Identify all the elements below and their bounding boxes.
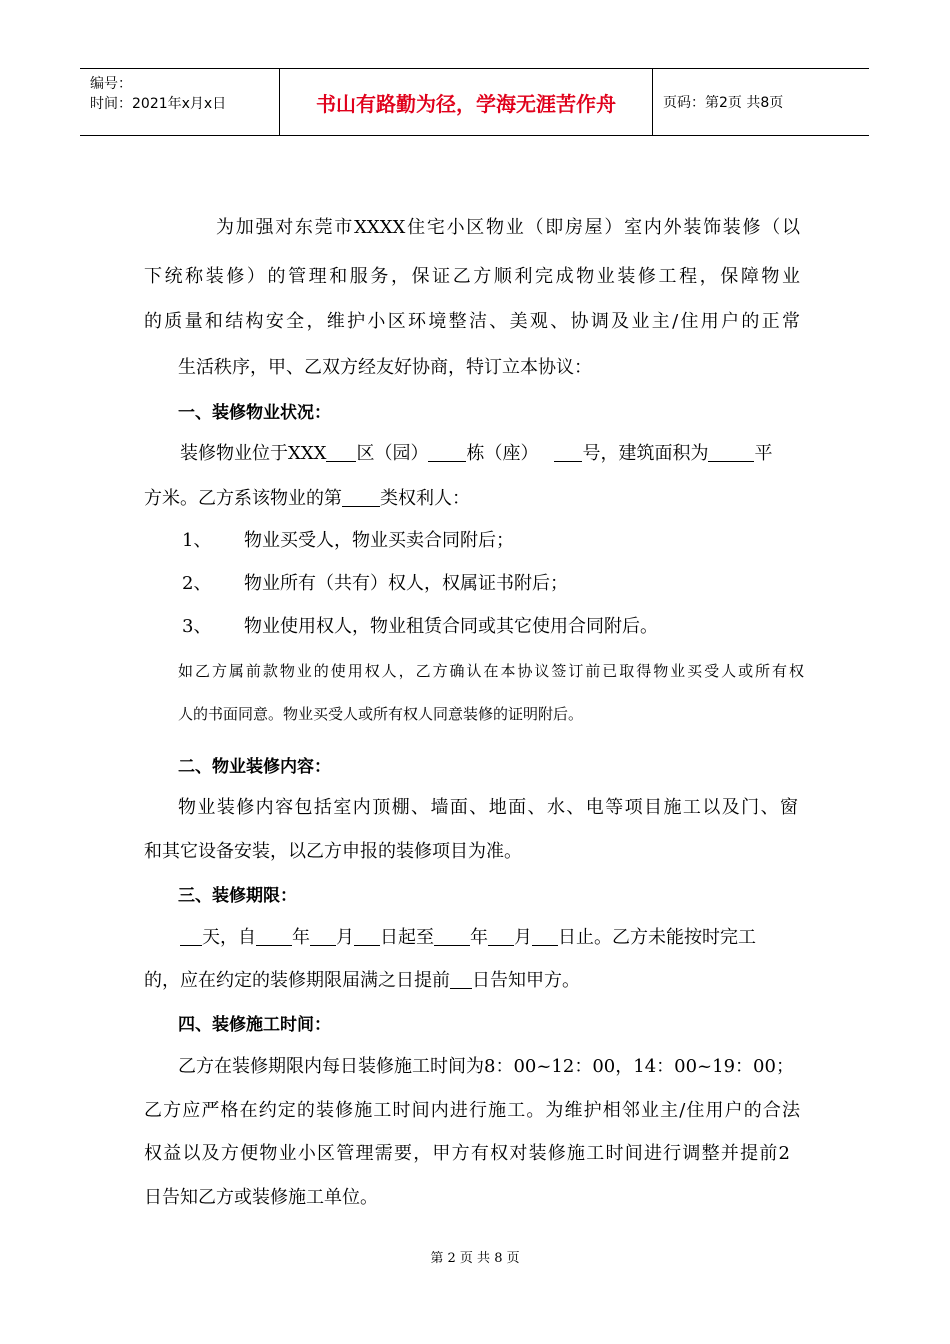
blank-field (450, 970, 472, 989)
body-line: 物业装修内容包括室内顶棚、墙面、地面、水、电等项目施工以及门、窗 (178, 797, 798, 818)
page-header (80, 68, 869, 136)
duration-line: 天，自 年 月 日起至 年 月 日止。乙方未能按时完工 (180, 926, 756, 950)
body-line: 乙方在装修期限内每日装修施工时间为8：00~12：00，14：00~19：00； (178, 1056, 794, 1077)
list-item: 2、 物业所有（共有）权人，权属证书附后； (182, 573, 568, 594)
blank-field (354, 927, 380, 946)
page-footer: 第 2 页 共 8 页 (430, 1251, 520, 1266)
body-line: 权益以及方便物业小区管理需要，甲方有权对装修施工时间进行调整并提前2 (144, 1143, 790, 1164)
rights-holder-line: 方米。乙方系该物业的第 类权利人： (144, 488, 470, 509)
body-line: 乙方应严格在约定的装修施工时间内进行施工。为维护相邻业主/住用户的合法 (144, 1100, 800, 1121)
note-line: 如乙方属前款物业的使用权人，乙方确认在本协议签订前已取得物业买受人或所有权 (178, 662, 804, 680)
section-heading: 四、装修施工时间： (178, 1015, 331, 1035)
section-heading: 二、物业装修内容： (178, 757, 331, 777)
list-item: 3、 物业使用权人，物业租赁合同或其它使用合同附后。 (182, 616, 658, 637)
blank-field (532, 927, 558, 946)
blank-field (434, 927, 470, 946)
blank-field (310, 927, 336, 946)
blank-field (180, 927, 202, 946)
header-meta (80, 69, 280, 135)
body-line: 日告知乙方或装修施工单位。 (144, 1187, 378, 1208)
list-item: 1、 物业买受人，物业买卖合同附后； (182, 530, 514, 551)
header-motto: 书山有路勤为径，学海无涯苦作舟 (280, 69, 653, 135)
header-number: 编号： (90, 76, 132, 92)
blank-field (326, 443, 356, 462)
blank-field (342, 488, 380, 507)
note-line: 人的书面同意。物业买受人或所有权人同意装修的证明附后。 (178, 705, 584, 723)
blank-field (428, 443, 466, 462)
section-heading: 三、装修期限： (178, 886, 297, 906)
header-page-info: 页码：第2页 共8页 (663, 95, 784, 111)
body-line: 和其它设备安装，以乙方申报的装修项目为准。 (144, 841, 522, 862)
property-location-line: 装修物业位于XXX 区（园） 栋（座） 号，建筑面积为 平 (180, 443, 773, 464)
blank-field (256, 927, 292, 946)
header-time: 时间：2021年x月x日 (90, 96, 227, 112)
intro-line: 为加强对东莞市XXXX住宅小区物业（即房屋）室内外装饰装修（以 (216, 217, 800, 238)
notice-line: 的，应在约定的装修期限届满之日提前 日告知甲方。 (144, 970, 580, 991)
blank-field (554, 443, 582, 462)
blank-field (488, 927, 514, 946)
blank-field (708, 443, 754, 462)
intro-line: 下统称装修）的管理和服务，保证乙方顺利完成物业装修工程，保障物业 (144, 266, 800, 287)
intro-line: 的质量和结构安全，维护小区环境整洁、美观、协调及业主/住用户的正常 (144, 311, 800, 332)
intro-line: 生活秩序，甲、乙双方经友好协商，特订立本协议： (178, 357, 592, 378)
section-heading: 一、装修物业状况： (178, 403, 331, 423)
